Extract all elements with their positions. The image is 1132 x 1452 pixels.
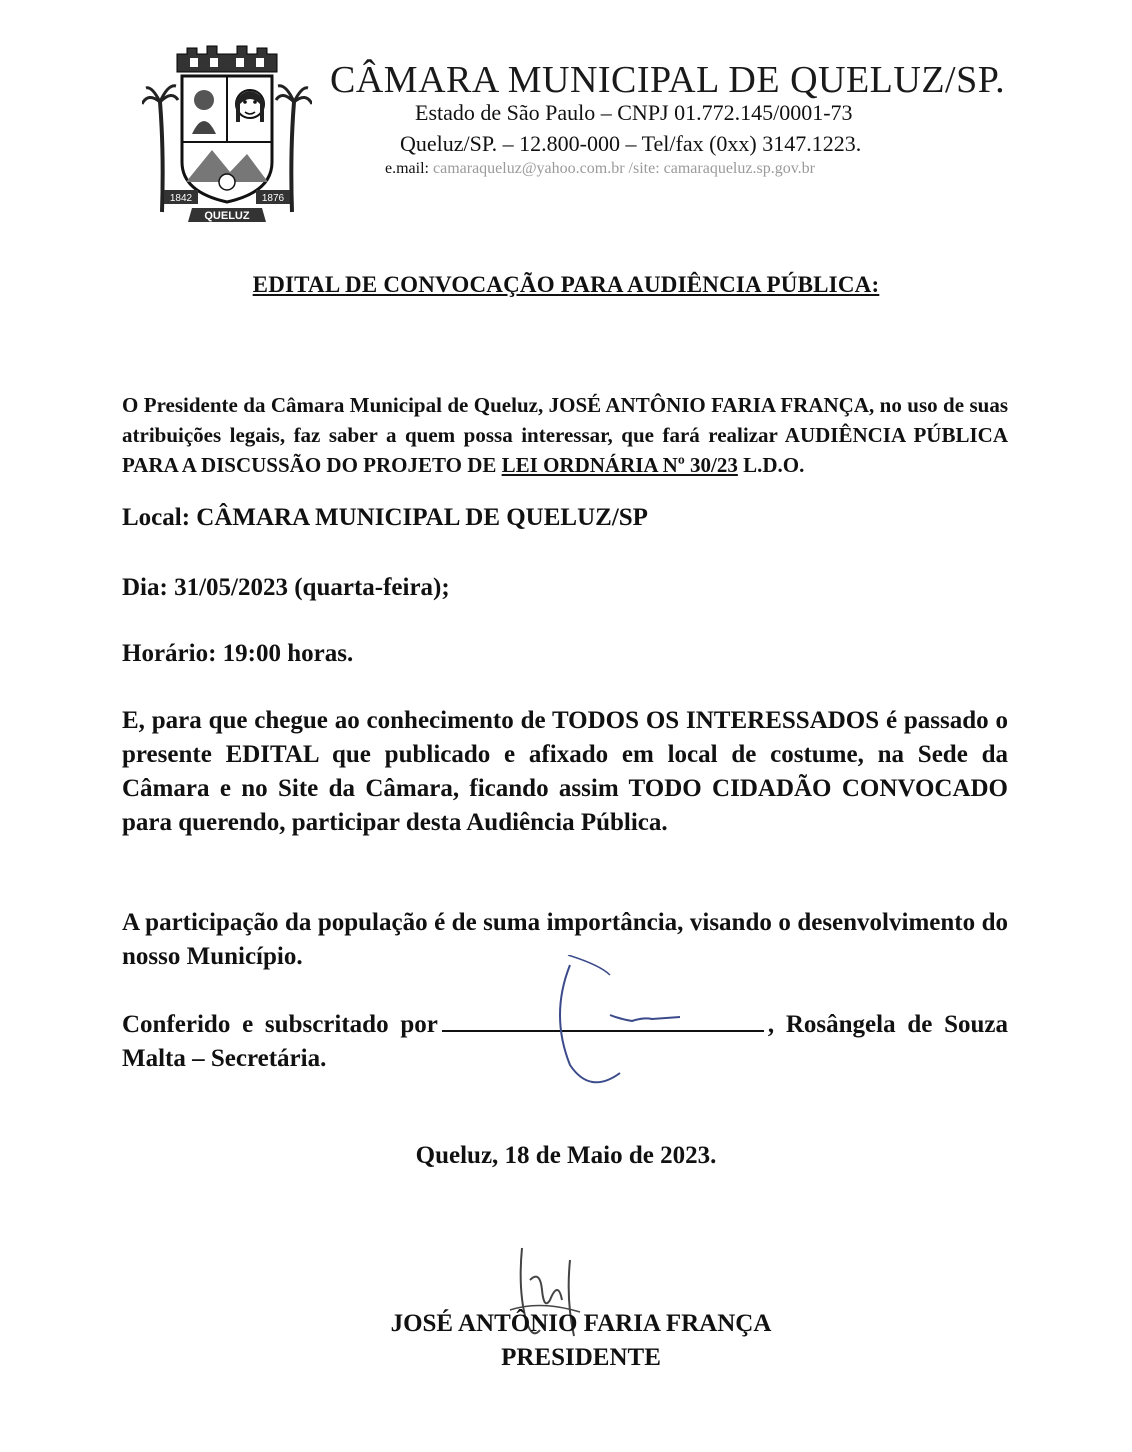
secretary-signature-icon	[540, 955, 710, 1095]
intro-law-number: LEI ORDNÁRIA Nº 30/23	[501, 453, 738, 477]
document-title: EDITAL DE CONVOCAÇÃO PARA AUDIÊNCIA PÚBLICA:	[252, 272, 880, 297]
local-line: Local: CÂMARA MUNICIPAL DE QUELUZ/SP	[122, 504, 648, 531]
hearing-time: Horário: 19:00 horas.	[122, 640, 354, 667]
president-title: PRESIDENTE	[501, 1344, 661, 1371]
date-of-hearing: Dia: 31/05/2023 (quarta-feira);	[122, 574, 450, 601]
org-name: CÂMARA MUNICIPAL DE QUELUZ/SP.	[330, 59, 1006, 101]
publication-paragraph: E, para que chegue ao conhecimento de TODOS OS INTERESSADOS é passado o presente EDITAL que publicado e afixado em local de costume, na Sede da Câmara e no Site da Câmara, ficando assim TODO CIDADÃO CONVOCADO para querendo, participar desta Audiência Pública.	[122, 707, 1008, 836]
crest-banner-text: QUELUZ	[204, 210, 250, 222]
participation-paragraph: A participação da população é de suma importância, visando o desenvolvimento do nosso Município.	[122, 909, 1008, 970]
place-and-date: Queluz, 18 de Maio de 2023.	[415, 1142, 717, 1169]
org-state-cnpj: Estado de São Paulo – CNPJ 01.772.145/0001-73	[415, 100, 853, 125]
org-address-phone: Queluz/SP. – 12.800-000 – Tel/fax (0xx) 3147.1223.	[400, 131, 862, 156]
org-contact-line	[385, 160, 815, 178]
crest-year-left: 1842	[169, 193, 193, 204]
municipal-crest-icon	[142, 42, 312, 232]
conferido-text: Conferido e subscritado por	[122, 1011, 438, 1038]
intro-ldo: L.D.O.	[737, 453, 805, 477]
email-label: e.mail:	[385, 160, 429, 177]
secretary-text: , Rosângela de Souza Malta – Secretária.	[122, 1011, 1008, 1072]
intro-paragraph	[122, 390, 1008, 480]
email-site-value: camaraqueluz@yahoo.com.br /site: camaraqueluz.sp.gov.br	[432, 160, 815, 177]
intro-text: O Presidente da Câmara Municipal de Queluz, JOSÉ ANTÔNIO FARIA FRANÇA, no uso de suas atribuições legais, faz saber a quem possa interessar, que fará realizar AUDIÊNCIA PÚBLICA PARA A DISCUSSÃO DO PROJETO DE	[122, 393, 1008, 477]
crest-year-right: 1876	[261, 193, 285, 204]
president-name: JOSÉ ANTÔNIO FARIA FRANÇA	[390, 1310, 772, 1337]
